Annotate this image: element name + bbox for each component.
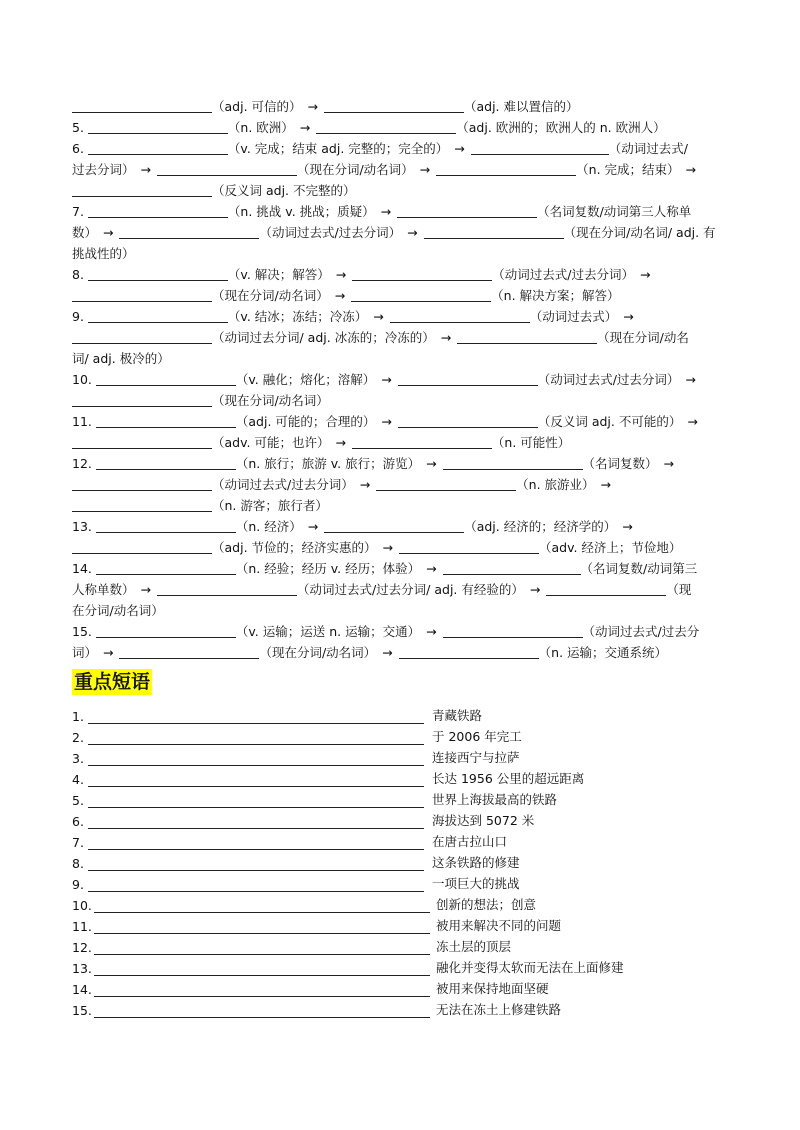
hint: （现在分词/动名词）	[259, 645, 377, 660]
answer-blank[interactable]	[352, 267, 492, 281]
vocabulary-section	[72, 96, 732, 663]
hint: （反义词 adj. 不可能的）	[537, 414, 682, 429]
phrase-row	[72, 955, 732, 976]
vocab-line-27	[72, 642, 732, 663]
arrow-icon: →	[299, 120, 311, 135]
phrase-answer-blank[interactable]	[94, 962, 430, 976]
arrow-icon: →	[373, 309, 384, 324]
answer-blank[interactable]	[96, 519, 236, 533]
answer-blank[interactable]	[398, 372, 538, 386]
hint: （n. 欧洲）	[227, 120, 294, 135]
arrow-icon: →	[334, 288, 346, 303]
answer-blank[interactable]	[72, 477, 212, 491]
answer-blank[interactable]	[72, 330, 212, 344]
phrase-number: 11.	[72, 919, 92, 934]
arrow-icon: →	[622, 519, 633, 534]
vocab-line-14	[72, 369, 732, 390]
phrase-row	[72, 997, 732, 1018]
hint: （反义词 adj. 不完整的）	[212, 183, 356, 198]
phrase-meaning: 海拔达到 5072 米	[432, 813, 535, 828]
item-number: 14.	[72, 561, 92, 576]
phrase-answer-blank[interactable]	[94, 983, 430, 997]
vocab-line-20	[72, 495, 732, 516]
phrase-meaning: 长达 1956 公里的超远距离	[432, 771, 585, 786]
vocab-line-5	[72, 180, 732, 201]
answer-blank[interactable]	[72, 183, 212, 197]
vocab-line-19	[72, 474, 732, 495]
phrase-answer-blank[interactable]	[88, 710, 424, 724]
phrase-answer-blank[interactable]	[94, 899, 430, 913]
vocab-line-24	[72, 579, 732, 600]
phrase-meaning: 融化并变得太软而无法在上面修建	[436, 960, 624, 975]
phrase-row	[72, 703, 732, 724]
hint: （adv. 可能；也许）	[212, 435, 330, 450]
vocab-line-9	[72, 264, 732, 285]
hint: （n. 挑战 v. 挑战；质疑）	[227, 204, 375, 219]
answer-blank[interactable]	[546, 582, 666, 596]
phrase-answer-blank[interactable]	[88, 794, 424, 808]
arrow-icon: →	[380, 204, 392, 219]
arrow-icon: →	[419, 162, 431, 177]
phrase-number: 9.	[72, 877, 84, 892]
answer-blank[interactable]	[119, 225, 259, 239]
phrase-number: 10.	[72, 898, 92, 913]
answer-blank[interactable]	[72, 393, 212, 407]
hint: （动词过去式/过去分词）	[212, 477, 354, 492]
hint: （动词过去分词/ adj. 冰冻的；冷冻的）	[212, 330, 435, 345]
answer-blank[interactable]	[324, 99, 464, 113]
hint: （动词过去式/过去分词/ adj. 有经验的）	[296, 582, 524, 597]
phrase-meaning: 无法在冻土上修建铁路	[436, 1002, 562, 1017]
hint: （现在分词/动名词）	[212, 288, 329, 303]
phrase-number: 6.	[72, 814, 84, 829]
phrase-answer-blank[interactable]	[94, 941, 430, 955]
arrow-icon: →	[307, 99, 318, 114]
vocab-line-3	[72, 138, 732, 159]
phrase-number: 7.	[72, 835, 84, 850]
phrase-meaning: 世界上海拔最高的铁路	[432, 792, 558, 807]
hint: （动词过去式/过去分词）	[492, 267, 634, 282]
vocab-line-10	[72, 285, 732, 306]
hint: （现在分词/动名词/ adj. 有	[563, 225, 716, 240]
arrow-icon: →	[381, 372, 392, 387]
phrase-meaning: 一项巨大的挑战	[432, 876, 520, 891]
answer-blank[interactable]	[443, 561, 581, 575]
hint: （adj. 可信的）	[212, 99, 302, 114]
phrase-row	[72, 724, 732, 745]
answer-blank[interactable]	[96, 372, 236, 386]
answer-blank[interactable]	[72, 99, 212, 113]
answer-blank[interactable]	[324, 519, 464, 533]
hint: （n. 可能性）	[491, 435, 571, 450]
arrow-icon: →	[382, 540, 393, 555]
arrow-icon: →	[454, 141, 465, 156]
phrase-answer-blank[interactable]	[88, 878, 424, 892]
phrase-number: 14.	[72, 982, 92, 997]
vocab-line-1	[72, 96, 732, 117]
phrase-number: 15.	[72, 1003, 92, 1018]
phrase-answer-blank[interactable]	[94, 1004, 430, 1018]
hint: （n. 旅行；旅游 v. 旅行；游览）	[235, 456, 421, 471]
hint: （现在分词/动名词）	[212, 393, 329, 408]
answer-blank[interactable]	[88, 204, 228, 218]
answer-blank[interactable]	[471, 141, 609, 155]
arrow-icon: →	[103, 645, 114, 660]
hint: 挑战性的）	[72, 246, 135, 261]
answer-blank[interactable]	[72, 540, 212, 554]
item-number: 12.	[72, 456, 92, 471]
phrase-meaning: 创新的想法；创意	[436, 897, 537, 912]
vocab-line-18	[72, 453, 732, 474]
phrase-number: 4.	[72, 772, 84, 787]
phrase-meaning: 于 2006 年完工	[432, 729, 522, 744]
phrase-meaning: 被用来解决不同的问题	[436, 918, 562, 933]
hint: 词）	[72, 645, 98, 660]
phrase-answer-blank[interactable]	[88, 773, 424, 787]
arrow-icon: →	[623, 309, 634, 324]
phrase-meaning: 冻土层的顶层	[436, 939, 512, 954]
arrow-icon: →	[685, 162, 696, 177]
hint: （动词过去式/	[608, 141, 688, 156]
phrase-answer-blank[interactable]	[88, 857, 424, 871]
phrase-row	[72, 850, 732, 871]
hint: （名词复数）	[582, 456, 658, 471]
answer-blank[interactable]	[72, 435, 212, 449]
answer-blank[interactable]	[157, 582, 297, 596]
hint: （v. 融化；熔化；溶解）	[235, 372, 376, 387]
hint: （adj. 可能的；合理的）	[235, 414, 376, 429]
phrase-meaning: 被用来保持地面坚硬	[436, 981, 549, 996]
answer-blank[interactable]	[88, 309, 228, 323]
vocab-line-26	[72, 621, 732, 642]
vocab-line-16	[72, 411, 732, 432]
phrase-answer-blank[interactable]	[88, 752, 424, 766]
hint: （adj. 欧洲的；欧洲人的 n. 欧洲人）	[456, 120, 666, 135]
arrow-icon: →	[382, 645, 393, 660]
answer-blank[interactable]	[119, 645, 259, 659]
hint: （动词过去式/过去分	[582, 624, 700, 639]
arrow-icon: →	[529, 582, 541, 597]
answer-blank[interactable]	[96, 624, 236, 638]
item-number: 9.	[72, 309, 84, 324]
vocab-line-15	[72, 390, 732, 411]
hint: （n. 完成；结束）	[576, 162, 680, 177]
vocab-line-25	[72, 600, 732, 621]
hint: （名词复数/动词第三	[580, 561, 698, 576]
phrase-answer-blank[interactable]	[88, 731, 424, 745]
vocab-line-23	[72, 558, 732, 579]
hint: （n. 旅游业）	[516, 477, 595, 492]
hint: 人称单数）	[72, 582, 135, 597]
phrase-number: 8.	[72, 856, 84, 871]
worksheet	[72, 96, 732, 1018]
hint: （现在分词/动名词）	[296, 162, 414, 177]
phrase-number: 5.	[72, 793, 84, 808]
answer-blank[interactable]	[316, 120, 456, 134]
arrow-icon: →	[687, 414, 698, 429]
phrase-number: 1.	[72, 709, 84, 724]
arrow-icon: →	[335, 267, 347, 282]
item-number: 13.	[72, 519, 92, 534]
answer-blank[interactable]	[157, 162, 297, 176]
answer-blank[interactable]	[398, 414, 538, 428]
hint: （n. 解决方案；解答）	[491, 288, 620, 303]
phrase-row	[72, 745, 732, 766]
item-number: 10.	[72, 372, 92, 387]
hint: （动词过去式）	[529, 309, 618, 324]
vocab-line-22	[72, 537, 732, 558]
answer-blank[interactable]	[96, 456, 236, 470]
arrow-icon: →	[335, 435, 346, 450]
arrow-icon: →	[639, 267, 651, 282]
phrase-answer-blank[interactable]	[88, 815, 424, 829]
phrase-list	[72, 703, 732, 1018]
vocab-line-13	[72, 348, 732, 369]
phrase-row	[72, 766, 732, 787]
hint: （n. 经验；经历 v. 经历；体验）	[235, 561, 421, 576]
phrase-meaning: 在唐古拉山口	[432, 834, 508, 849]
hint: （adj. 节俭的；经济实惠的）	[212, 540, 377, 555]
answer-blank[interactable]	[424, 225, 564, 239]
phrase-number: 2.	[72, 730, 84, 745]
phrase-row	[72, 808, 732, 829]
phrase-number: 3.	[72, 751, 84, 766]
arrow-icon: →	[426, 456, 437, 471]
hint: （v. 结冰；冻结；冷冻）	[227, 309, 368, 324]
item-number: 11.	[72, 414, 92, 429]
vocab-line-21	[72, 516, 732, 537]
hint: 词/ adj. 极冷的）	[72, 351, 170, 366]
hint: （现在分词/动名	[597, 330, 689, 345]
answer-blank[interactable]	[399, 540, 539, 554]
arrow-icon: →	[426, 624, 437, 639]
hint: （n. 经济）	[235, 519, 302, 534]
vocab-line-12	[72, 327, 732, 348]
answer-blank[interactable]	[390, 309, 530, 323]
vocab-line-7	[72, 222, 732, 243]
vocab-line-6	[72, 201, 732, 222]
phrase-row	[72, 829, 732, 850]
hint: （v. 完成；结束 adj. 完整的；完全的）	[227, 141, 449, 156]
answer-blank[interactable]	[88, 141, 228, 155]
hint: （名词复数/动词第三人称单	[537, 204, 692, 219]
section-title: 重点短语	[74, 671, 151, 693]
arrow-icon: →	[600, 477, 612, 492]
hint: （现	[666, 582, 692, 597]
phrase-row	[72, 892, 732, 913]
phrase-number: 12.	[72, 940, 92, 955]
answer-blank[interactable]	[88, 267, 228, 281]
hint: 过去分词）	[72, 162, 135, 177]
answer-blank[interactable]	[96, 561, 236, 575]
item-number: 6.	[72, 141, 84, 156]
answer-blank[interactable]	[351, 288, 491, 302]
hint: （n. 运输；交通系统）	[538, 645, 668, 660]
vocab-line-11	[72, 306, 732, 327]
hint: （动词过去式/过去分词）	[259, 225, 402, 240]
vocab-line-8	[72, 243, 732, 264]
phrase-answer-blank[interactable]	[94, 920, 430, 934]
phrase-meaning: 连接西宁与拉萨	[432, 750, 520, 765]
vocab-line-4	[72, 159, 732, 180]
hint: （adv. 经济上；节俭地）	[538, 540, 682, 555]
answer-blank[interactable]	[399, 645, 539, 659]
arrow-icon: →	[685, 372, 696, 387]
arrow-icon: →	[140, 162, 151, 177]
item-number: 7.	[72, 204, 84, 219]
arrow-icon: →	[103, 225, 114, 240]
hint: （n. 游客；旅行者）	[212, 498, 328, 513]
hint: （adj. 难以置信的）	[463, 99, 579, 114]
answer-blank[interactable]	[96, 414, 236, 428]
hint: 数）	[72, 225, 98, 240]
hint: （adj. 经济的；经济学的）	[464, 519, 617, 534]
phrase-row	[72, 913, 732, 934]
phrase-meaning: 青藏铁路	[432, 708, 483, 723]
answer-blank[interactable]	[352, 435, 492, 449]
answer-blank[interactable]	[436, 162, 576, 176]
phrase-answer-blank[interactable]	[88, 836, 424, 850]
hint: （v. 运输；运送 n. 运输；交通）	[235, 624, 421, 639]
answer-blank[interactable]	[72, 288, 212, 302]
arrow-icon: →	[381, 414, 392, 429]
hint: 在分词/动名词）	[72, 603, 164, 618]
arrow-icon: →	[307, 519, 319, 534]
answer-blank[interactable]	[72, 498, 212, 512]
item-number: 15.	[72, 624, 92, 639]
item-number: 5.	[72, 120, 84, 135]
hint: （v. 解决；解答）	[227, 267, 330, 282]
arrow-icon: →	[663, 456, 675, 471]
item-number: 8.	[72, 267, 84, 282]
answer-blank[interactable]	[443, 456, 583, 470]
answer-blank[interactable]	[457, 330, 597, 344]
arrow-icon: →	[140, 582, 151, 597]
answer-blank[interactable]	[376, 477, 516, 491]
arrow-icon: →	[407, 225, 418, 240]
phrase-number: 13.	[72, 961, 92, 976]
arrow-icon: →	[359, 477, 371, 492]
answer-blank[interactable]	[88, 120, 228, 134]
vocab-line-2	[72, 117, 732, 138]
arrow-icon: →	[440, 330, 452, 345]
answer-blank[interactable]	[443, 624, 583, 638]
phrase-row	[72, 934, 732, 955]
phrase-row	[72, 976, 732, 997]
vocab-line-17	[72, 432, 732, 453]
phrase-meaning: 这条铁路的修建	[432, 855, 520, 870]
arrow-icon: →	[426, 561, 437, 576]
hint: （动词过去式/过去分词）	[537, 372, 680, 387]
answer-blank[interactable]	[397, 204, 537, 218]
phrase-row	[72, 787, 732, 808]
phrase-row	[72, 871, 732, 892]
